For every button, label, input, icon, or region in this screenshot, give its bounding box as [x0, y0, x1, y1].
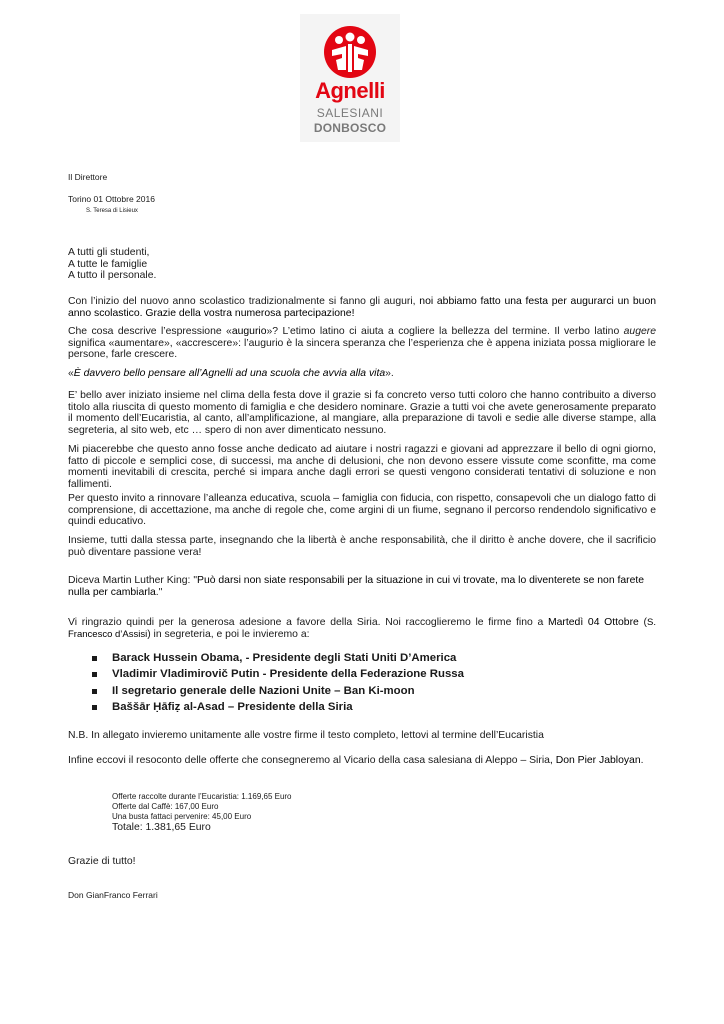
paragraph-greetings — [68, 296, 656, 319]
quote-close: ». — [385, 368, 394, 379]
p7-quote: Può darsi non siate responsabili per la situazione in cui vi trovate, ma lo diventerete se non farete nulla per cambiarla — [68, 575, 645, 598]
petition-recipients-list — [92, 650, 672, 715]
quote-text: È davvero bello pensare all’Agnelli ad una scuola che avvia alla vita — [73, 368, 386, 379]
offers-summary — [112, 792, 292, 834]
bullet-icon — [92, 705, 97, 710]
list-item-text: Baššār Ḥāfiẓ al-Asad – Presidente della Siria — [112, 700, 353, 713]
logo-subtitle-salesiani: SALESIANI — [316, 106, 384, 120]
p8-text-a: Vi ringrazio quindi per la generosa adesione a favore della Siria. Noi raccoglieremo le firme fino a — [68, 617, 548, 628]
offer-line: Una busta fattaci pervenire: 45,00 Euro — [112, 812, 252, 821]
p2-text-e: significa «aumentare», «accrescere»: l’augurio è la sincera speranza che l’esperienza che è appena iniziata possa migliorare le persone, farle crescere. — [68, 337, 656, 360]
list-item — [92, 666, 672, 682]
offer-line: Offerte raccolte durante l’Eucaristia: 1.169,65 Euro — [112, 792, 292, 801]
list-item-text: Vladimir Vladimirovič Putin - Presidente della Federazione Russa — [112, 668, 464, 681]
logo-subtitle-donbosco: DONBOSCO — [313, 121, 387, 135]
paragraph-syria-petition — [68, 617, 656, 640]
salesiani-emblem-icon — [322, 26, 378, 78]
p1-text: Con l’inizio del nuovo anno scolastico tradizionalmente si fanno gli auguri, — [68, 296, 420, 307]
p2-text-c: »? L’etimo latino ci aiuta a cogliere la bellezza del termine. Il verbo latino — [266, 326, 624, 337]
offers-total: Totale: 1.381,65 Euro — [112, 822, 211, 833]
p9-end: . — [640, 755, 644, 766]
bullet-icon — [92, 689, 97, 694]
p7-close: ." — [155, 586, 163, 598]
offer-line: Offerte dal Caffè: 167,00 Euro — [112, 802, 219, 811]
recipient-families: A tutte le famiglie — [68, 258, 148, 270]
bullet-icon — [92, 672, 97, 677]
p9-vicar-name: , Don Pier Jabloyan — [549, 755, 641, 766]
bullet-icon — [92, 656, 97, 661]
paragraph-alliance: Per questo invito a rinnovare l’alleanza educativa, scuola – famiglia con fiducia, con rispetto, consapevoli che un dialogo fatto di comprensione, di accettazione, ma anche di regole che, come argini di un fiume, segnano il percorso rendendolo significativo e quindi educativo. — [68, 493, 656, 527]
paragraph-thanks: E’ bello aver iniziato insieme nel clima della festa dove il grazie si fa concreto verso tutti coloro che hanno contribuito a diverso titolo alla riuscita di questo momento di famiglia e che desidero nominare. Grazie a tutti voi che avete generosamente preparato il momento dell’Eucaristia, al canto, all’amplificazione, al mangiare, alla preparazione di tavoli e sedie alle diverse stampe, alla segreteria, al sito web, etc … spero di non aver dimenticato nessuno. — [68, 390, 656, 436]
p2-augere: augere — [623, 326, 657, 337]
list-item — [92, 683, 672, 699]
motto-quote — [68, 368, 656, 380]
paragraph-together: Insieme, tutti dalla stessa parte, insegnando che la libertà è anche responsabilità, che il diritto è anche dovere, che il sacrificio può diventare passione vera! — [68, 535, 656, 558]
p2-text-a: Che cosa descrive l’espressione « — [68, 326, 232, 337]
list-item — [92, 699, 672, 715]
p8-text-e: ) in segreteria, e poi le invieremo a: — [147, 628, 310, 640]
list-item-text: Barack Hussein Obama, - Presidente degli Stati Uniti D’America — [112, 652, 457, 664]
paragraph-wishes: Mi piacerebbe che questo anno fosse anche dedicato ad aiutare i nostri ragazzi e giovani ad apprezzare il bello di ogni giorno, fatto di piccole e semplici cose, di successi, ma anche di delusioni, che non devono essere vissute come sconfitte, ma come momenti inevitabili di crescita, perché si impara anche dagli errori se questi vengono considerati tentativi di soluzione e non fallimenti. — [68, 444, 656, 490]
p7-intro: Diceva Martin Luther King: " — [68, 575, 198, 586]
p8-text-c: ( — [638, 617, 647, 628]
sender-role: Il Direttore — [68, 172, 108, 182]
logo-wordmark: Agnelli — [315, 78, 385, 103]
paragraph-augurio — [68, 326, 656, 361]
p9-text: Infine eccovi il resoconto delle offerte che consegneremo al Vicario della casa salesiana di Aleppo – Siria — [68, 755, 550, 766]
saint-of-day: S. Teresa di Lisieux — [86, 208, 138, 214]
p8-saint: S. Francesco d’Assisi — [68, 617, 656, 640]
signature-name: Don GianFranco Ferrari — [68, 890, 158, 900]
place-date: Torino 01 Ottobre 2016 — [68, 194, 155, 204]
paragraph-mlk-quote — [68, 575, 656, 598]
list-item-text: Il segretario generale delle Nazioni Unite – Ban Ki-moon — [112, 684, 415, 697]
p8-date: Martedì 04 Ottobre — [547, 617, 639, 628]
quote-open: « — [68, 368, 74, 379]
closing-thanks: Grazie di tutto! — [68, 856, 136, 867]
list-item — [92, 650, 672, 666]
school-logo — [300, 14, 400, 142]
paragraph-offers-intro — [68, 755, 656, 767]
p2-augurio: augurio — [231, 326, 267, 337]
recipient-staff: A tutto il personale. — [68, 270, 157, 281]
p1-emphasis: noi abbiamo fatto una festa per augurarci un buon anno scolastico. Grazie della vostra numerosa partecipazione! — [68, 296, 657, 319]
recipient-students: A tutti gli studenti, — [68, 247, 150, 258]
note-attachment: N.B. In allegato invieremo unitamente alle vostre firme il testo completo, lettovi al termine dell’Eucaristia — [68, 730, 544, 741]
